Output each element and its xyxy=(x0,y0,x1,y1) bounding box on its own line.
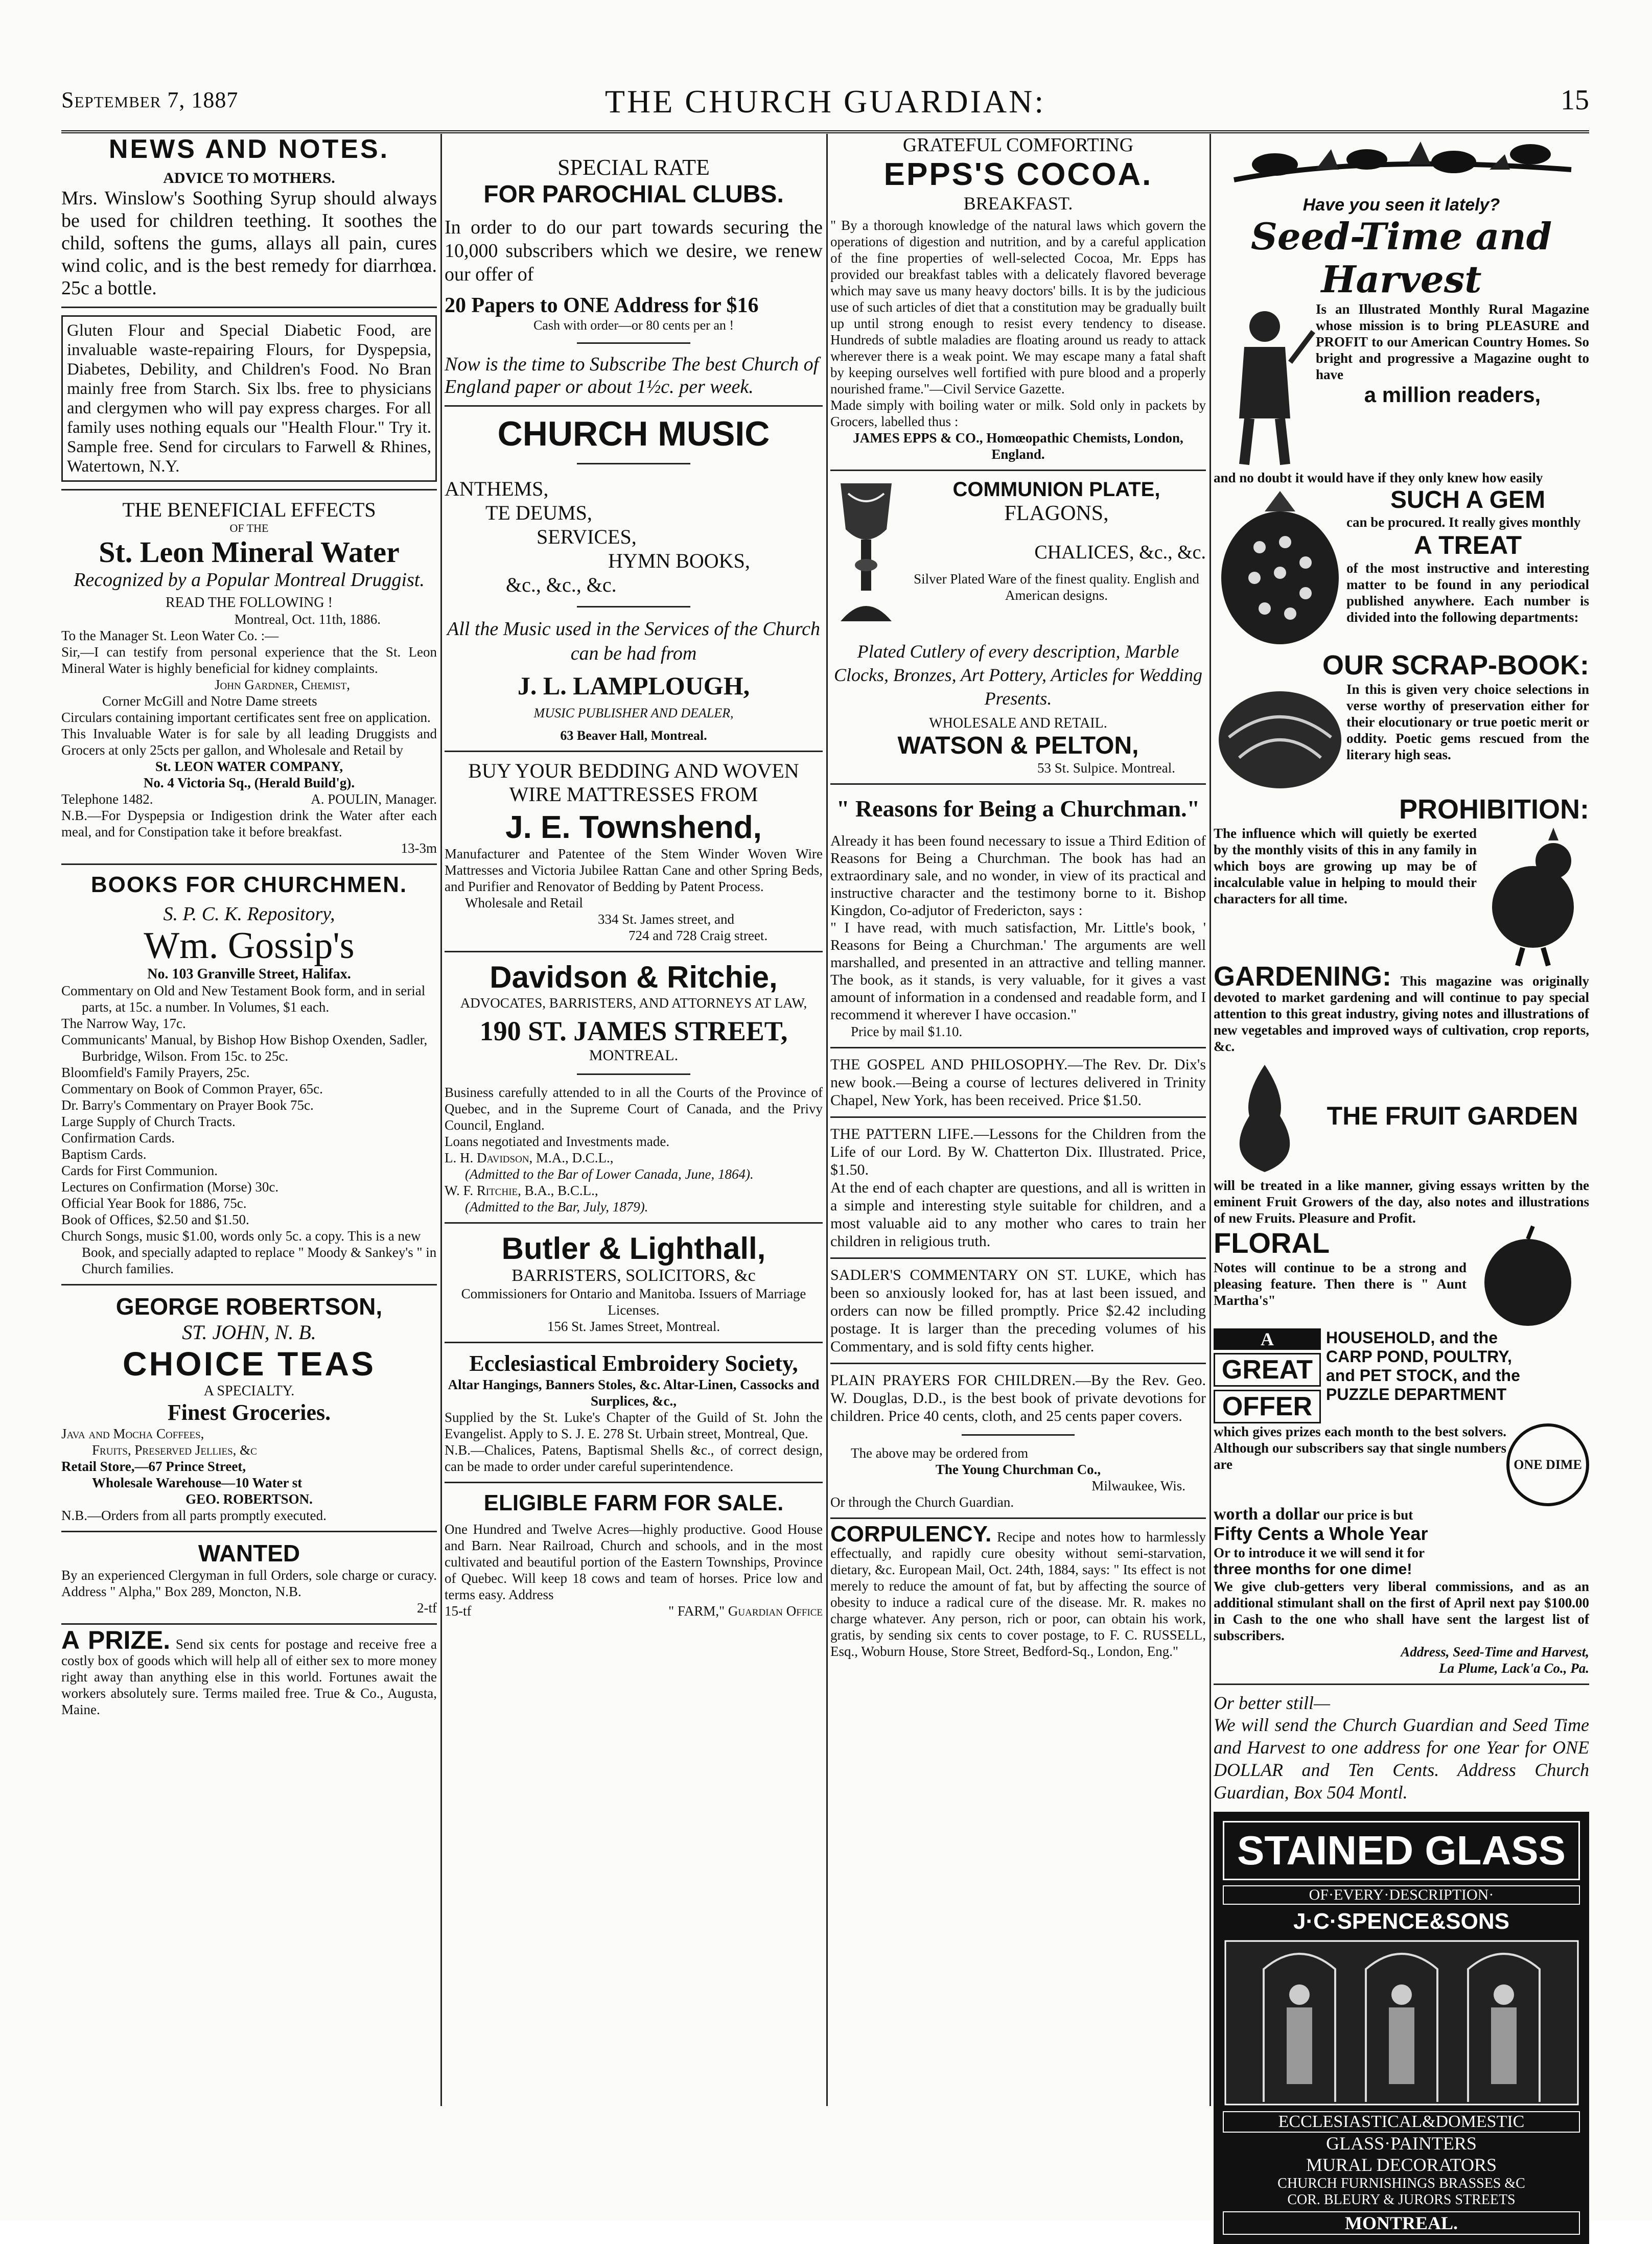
silver-plated: Silver Plated Ware of the finest quality. English and American designs. xyxy=(914,571,1199,603)
advocates-line: ADVOCATES, BARRISTERS, AND ATTORNEYS AT LAW, xyxy=(460,995,807,1011)
of-every-description: OF·EVERY·DESCRIPTION· xyxy=(1223,1885,1580,1905)
farm-text: One Hundred and Twelve Acres—highly productive. Good House and Barn. Near Railroad, Church and schools, and in the most cultivated and beautiful portion of the Eastern Townships, Province of Quebec. Will keep 18 cows and team of horses. Price low and terms easy. Address xyxy=(445,1522,823,1602)
robertson-heading: GEORGE ROBERTSON, xyxy=(115,1293,383,1320)
prohibition-text-block xyxy=(1214,825,1477,968)
household: HOUSEHOLD, and the xyxy=(1326,1328,1498,1347)
milwaukee: Milwaukee, Wis. xyxy=(1091,1478,1185,1493)
retail-store: Retail Store,—67 Prince Street, xyxy=(61,1459,246,1474)
gluten-text: Gluten Flour and Special Diabetic Food, are invaluable waste-repairing Flours, for Dyspepsia, Diabetes, Debility, and Children's Food. No Bran mainly free from Starch. Six lbs. free to physicians and clergymen who will pay express charges. For all family uses nothing equals our "Health Flour." Try it. Sample free. Send for circulars to Farwell & Rhines, Watertown, N.Y. xyxy=(67,321,431,476)
pattern-notice: THE PATTERN LIFE.—Lessons for the Children from the Life of our Lord. By W. Chatterton Dix. Illustrated. Price, $1.50. xyxy=(830,1126,1206,1178)
chalices-note: N.B.—Chalices, Patens, Baptismal Shells &c., of correct design, can be made to order under careful superintendence. xyxy=(445,1442,823,1474)
signature-address: Corner McGill and Notre Dame streets xyxy=(102,693,317,709)
divider xyxy=(61,489,437,490)
business-text: Business carefully attended to in all the Courts of the Province of Quebec, and in the Supreme Court of Canada, and the Privy Council, England. xyxy=(445,1085,823,1133)
st-james-street: 190 ST. JAMES STREET, xyxy=(479,1016,788,1046)
papers-offer: 20 Papers to ONE Address for $16 xyxy=(445,294,759,317)
book-list-item: Bloomfield's Family Prayers, 25c. xyxy=(61,1065,250,1080)
of-the-label: OF THE xyxy=(229,522,269,534)
townshend-address-2: 724 and 728 Craig street. xyxy=(629,928,768,943)
book-list-item: Commentary on Book of Common Prayer, 65c. xyxy=(61,1081,323,1096)
prize-word: A PRIZE. xyxy=(61,1626,171,1654)
special-rate: SPECIAL RATE xyxy=(557,155,710,180)
divider xyxy=(445,1222,823,1224)
divider xyxy=(1214,1684,1589,1685)
seed-time-title: Seed-Time and Harvest xyxy=(1250,215,1552,301)
loans-line: Loans negotiated and Investments made. xyxy=(445,1134,670,1149)
beneficial-heading: THE BENEFICIAL EFFECTS xyxy=(122,498,376,521)
scrap-book-heading: OUR SCRAP-BOOK: xyxy=(1322,650,1589,681)
books-heading: BOOKS FOR CHURCHMEN. xyxy=(90,872,408,897)
subscribe-note: Now is the time to Subscribe The best Church of England paper or about 1½c. per week. xyxy=(445,354,819,398)
townshend-text: Manufacturer and Patentee of the Stem Winder Woven Wire Mattresses and Victoria Jubilee Rattan Cane and other Spring Beds, and Purifier and Renovator of Bedding by Patent Process. xyxy=(445,846,823,894)
gem-block xyxy=(1214,486,1589,649)
scrap-block xyxy=(1214,681,1589,793)
column-3 xyxy=(830,134,1206,2106)
book-list-item: Baptism Cards. xyxy=(61,1147,147,1162)
book-list-item: Lectures on Confirmation (Morse) 30c. xyxy=(61,1179,279,1195)
cash-line: Cash with order—or 80 cents per an ! xyxy=(533,318,734,333)
divider xyxy=(830,1363,1206,1364)
gossip-address: No. 103 Granville Street, Halifax. xyxy=(147,966,351,982)
page-header xyxy=(61,77,1589,133)
scrap-text: In this is given very choice selections in verse worthy of preservation either for their elocutionary or true poetic merit or oddity. Poetic gems rescued from the literary high seas. xyxy=(1346,682,1589,762)
fruits-line: Fruits, Preserved Jellies, &c xyxy=(92,1442,257,1458)
dime-block xyxy=(1214,1423,1589,1506)
epps-company: JAMES EPPS & CO., Homœopathic Chemists, London, England. xyxy=(853,430,1183,462)
made-simply: Made simply with boiling water or milk. Sold only in packets by Grocers, labelled thus : xyxy=(830,398,1206,429)
have-you-seen: Have you seen it lately? xyxy=(1302,195,1500,215)
cor-streets: COR. BLEURY & JURORS STREETS xyxy=(1287,2192,1516,2208)
price-by-mail: Price by mail $1.10. xyxy=(851,1024,963,1039)
worth-line xyxy=(1214,1506,1589,1523)
offer-label: OFFER xyxy=(1214,1390,1321,1423)
fruit-garden-heading: THE FRUIT GARDEN xyxy=(1327,1102,1578,1130)
breakfast-line: BREAKFAST. xyxy=(963,193,1073,214)
geo-robertson: GEO. ROBERTSON. xyxy=(185,1491,313,1507)
book-list-item: Confirmation Cards. xyxy=(61,1130,175,1146)
etc-line: &c., &c., &c. xyxy=(506,573,617,596)
altar-hangings: Altar Hangings, Banners Stoles, &c. Altar-Linen, Cassocks and Surplices, &c., xyxy=(448,1377,820,1409)
prizes-text: which gives prizes each month to the best solvers. Although our subscribers say that single numbers are xyxy=(1214,1424,1506,1472)
manager-name: A. POULIN, Manager. xyxy=(311,791,437,807)
fruit-block xyxy=(1214,1055,1589,1177)
wholesale-retail: Wholesale and Retail xyxy=(465,895,583,910)
mural-decorators: MURAL DECORATORS xyxy=(1306,2155,1497,2175)
supplied-text: Supplied by the St. Luke's Chapter of the Guild of St. John the Evangelist. Apply to S. J. E. 278 St. Urbain street, Montreal, Que. xyxy=(445,1410,823,1441)
beaver-hall: 63 Beaver Hall, Montreal. xyxy=(560,728,707,743)
plated-cutlery: Plated Cutlery of every description, Marble Clocks, Bronzes, Art Pottery, Articles for Wedding Presents. xyxy=(834,641,1202,709)
anthems: ANTHEMS, xyxy=(445,477,549,500)
corpulency-ad xyxy=(830,1522,1206,1659)
floral-block xyxy=(1214,1226,1589,1328)
our-price: our price is but xyxy=(1323,1507,1413,1523)
can-be-procured: can be procured. It really gives monthly xyxy=(1346,515,1581,530)
rooster-icon xyxy=(1477,825,1589,968)
communion-text xyxy=(907,478,1206,632)
no-doubt: and no doubt it would have if they only knew how easily xyxy=(1214,470,1543,485)
chalice-icon xyxy=(830,478,902,632)
grateful-line: GRATEFUL COMFORTING xyxy=(902,134,1134,156)
prize-text: Send six cents for postage and receive free a costly box of goods which will help all of either sex to more money right away than anything else in this world. Fortunes await the workers absolutely sure. Terms mailed free. True & Co., Augusta, Maine. xyxy=(61,1637,437,1717)
communion-ad xyxy=(830,478,1206,632)
pear-icon xyxy=(1214,1055,1316,1177)
great-label: GREAT xyxy=(1214,1353,1321,1387)
chalices: CHALICES, &c., &c. xyxy=(1034,542,1206,563)
worth-dollar: worth a dollar xyxy=(1214,1505,1320,1524)
wholesale-retail-line: WHOLESALE AND RETAIL. xyxy=(929,715,1107,731)
offer-text-block xyxy=(1321,1328,1589,1423)
prohibition-block xyxy=(1214,825,1589,968)
wholesale-warehouse: Wholesale Warehouse—10 Water st xyxy=(92,1475,303,1490)
fruit-text: will be treated in a like manner, giving essays written by the eminent Fruit Growers of the day, also notes and illustrations of new Fruits. Pleasure and Profit. xyxy=(1214,1178,1589,1226)
wanted-text: By an experienced Clergyman in full Orders, sole charge or curacy. Address " Alpha," Box 289, Moncton, N.B. xyxy=(61,1568,437,1599)
address-seed: Address, Seed-Time and Harvest, xyxy=(1401,1644,1589,1659)
services: SERVICES, xyxy=(537,525,637,548)
combined-offer: We will send the Church Guardian and Seed Time and Harvest to one address for one Year for ONE DOLLAR and Ten Cents. Address Church Guardian, Box 504 Montl. xyxy=(1214,1715,1589,1803)
advice-text: Mrs. Winslow's Soothing Syrup should always be used for children teething. It soothes the child, softens the gums, allays all pain, cures wind colic, and is the best remedy for diarrhœa. 25c a bottle. xyxy=(61,188,437,299)
birds-branch-icon xyxy=(1214,134,1589,195)
flagons: FLAGONS, xyxy=(1004,502,1109,525)
la-plume: La Plume, Lack'a Co., Pa. xyxy=(1439,1661,1589,1676)
we-give: We give club-getters very liberal commissions, and as an additional stimulant shall on the first of April next pay $100.00 in Cash to the one who shall have sent the largest list of subscribers. xyxy=(1214,1579,1589,1643)
column-rule xyxy=(1209,134,1211,2106)
butler-address: 156 St. James Street, Montreal. xyxy=(547,1319,720,1334)
dateline: Montreal, Oct. 11th, 1886. xyxy=(234,612,381,627)
ritchie-name: W. F. Ritchie, B.A., B.C.L., xyxy=(445,1183,598,1198)
divider xyxy=(445,1342,823,1343)
sadler-notice: SADLER'S COMMENTARY ON ST. LUKE, which has been so anxiously looked for, has at last been issued, and orders can now be filled promptly. Price $2.42 including postage. It is larger than the preceding volumes of his Commentary, and is sold fifty cents higher. xyxy=(830,1267,1206,1355)
divider xyxy=(445,405,823,407)
divider xyxy=(445,951,823,952)
advice-heading: ADVICE TO MOTHERS. xyxy=(163,170,335,186)
divider xyxy=(962,1434,1075,1436)
a-treat: A TREAT xyxy=(1413,531,1522,559)
invaluable-water: This Invaluable Water is for sale by all leading Druggists and Grocers at only 25cts per gallon, and Wholesale and Retail by xyxy=(61,726,437,758)
spck-line: S. P. C. K. Repository, xyxy=(163,903,335,925)
gem-text-block xyxy=(1346,486,1589,649)
carp-pond: CARP POND, POULTRY, xyxy=(1326,1347,1512,1366)
column-rule xyxy=(440,134,442,2106)
news-notes-heading: NEWS AND NOTES. xyxy=(108,134,390,164)
three-months: three months for one dime! xyxy=(1214,1561,1412,1578)
farmer-icon xyxy=(1214,301,1316,470)
communion-plate: COMMUNION PLATE, xyxy=(952,478,1160,501)
floral-heading: FLORAL xyxy=(1214,1227,1330,1259)
or-through: Or through the Church Guardian. xyxy=(830,1494,1014,1510)
raspberry-icon xyxy=(1214,486,1346,649)
prohibition-text: The influence which will quietly be exerted by the monthly visits of this in any family in which boys are growing up may be of incalculable value in helping to mould their characters for all time. xyxy=(1214,826,1477,906)
embroidery-heading: Ecclesiastical Embroidery Society, xyxy=(469,1351,798,1376)
choice-teas: CHOICE TEAS xyxy=(122,1345,376,1383)
fifty-cents: Fifty Cents a Whole Year xyxy=(1214,1523,1428,1544)
divider xyxy=(61,1531,437,1532)
book-list-item: Large Supply of Church Tracts. xyxy=(61,1114,236,1129)
one-dime-coin xyxy=(1506,1423,1589,1506)
book-list-item: Cards for First Communion. xyxy=(61,1163,218,1178)
young-churchman: The Young Churchman Co., xyxy=(935,1462,1101,1477)
reasons-heading: " Reasons for Being a Churchman." xyxy=(836,796,1200,822)
stained-glass-ad xyxy=(1214,1812,1589,2244)
company-name: St. LEON WATER COMPANY, xyxy=(155,759,343,774)
to-manager: To the Manager St. Leon Water Co. :— xyxy=(61,628,279,643)
stained-glass-title: STAINED GLASS xyxy=(1223,1821,1580,1880)
nb-note: N.B.—For Dyspepsia or Indigestion drink the Water after each meal, and for Constipation take it before breakfast. xyxy=(61,808,437,839)
company-address: No. 4 Victoria Sq., (Herald Build'g). xyxy=(143,775,355,790)
book-list-item: The Narrow Way, 17c. xyxy=(61,1016,186,1031)
farm-footer xyxy=(445,1603,823,1619)
divider xyxy=(830,1047,1206,1048)
column-rule xyxy=(826,134,828,2106)
divider xyxy=(61,863,437,865)
java-line: Java and Mocha Coffees, xyxy=(61,1426,204,1441)
column-4 xyxy=(1214,134,1590,2233)
or-better: Or better still— xyxy=(1214,1693,1331,1713)
gardening-line xyxy=(1214,961,1590,1055)
epps-text: " By a thorough knowledge of the natural laws which govern the operations of digestion and nutrition, and by a careful application of the fine properties of well-selected Cocoa, Mr. Epps has provided our breakfast tables with a delicately flavored beverage which may save us many heavy doctors' bills. It is by the judicious use of such articles of diet that a constitution may be gradually built up until strong enough to resist every tendency to disease. Hundreds of subtle maladies are floating around us ready to attack wherever there is a weak point. We may escape many a fatal shaft by keeping ourselves well fortified with pure blood and a properly nourished frame."—Civil Service Gazette. xyxy=(830,218,1206,396)
book-list-item: Dr. Barry's Commentary on Prayer Book 75c. xyxy=(61,1097,314,1113)
book-list-item: Book of Offices, $2.50 and $1.50. xyxy=(61,1212,249,1227)
church-furnishings: CHURCH FURNISHINGS BRASSES &C xyxy=(1277,2176,1525,2191)
divider xyxy=(577,342,690,344)
great-offer-block xyxy=(1214,1328,1589,1423)
telephone: Telephone 1482. xyxy=(61,791,153,807)
te-deums: TE DEUMS, xyxy=(485,501,592,524)
cabbage-icon xyxy=(1214,681,1346,793)
reasons-text: Already it has been found necessary to issue a Third Edition of Reasons for Being a Churchman. The book has had an extraordinary sale, and no wonder, in view of its practical and instructive character and the testimony borne to it. Bishop Kingdon, Co-adjutor of Fredericton, says : xyxy=(830,833,1206,919)
floral-text: Notes will continue to be a strong and pleasing feature. Then there is " Aunt Martha's" xyxy=(1214,1260,1467,1308)
above-line: The above may be ordered from xyxy=(851,1445,1029,1461)
wanted-heading: WANTED xyxy=(198,1540,300,1567)
divider xyxy=(577,606,690,607)
issue-date: September 7, 1887 xyxy=(61,87,239,112)
or-to-introduce: Or to introduce it we will send it for xyxy=(1214,1545,1425,1560)
divider xyxy=(830,783,1206,785)
divider xyxy=(830,1116,1206,1118)
all-music: All the Music used in the Services of the Church can be had from xyxy=(447,618,820,664)
specialty: A SPECIALTY. xyxy=(203,1383,295,1399)
farm-address: " FARM," Guardian Office xyxy=(668,1603,823,1619)
intro-text: Is an Illustrated Monthly Rural Magazine whose mission is to bring PLEASURE and PROFIT to our American Country Homes. So bright and progressive a Magazine ought to have xyxy=(1316,301,1589,382)
testimonial: Sir,—I can testify from personal experience that the St. Leon Mineral Water is highly beneficial for kidney complaints. xyxy=(61,644,437,676)
gossip-name: Wm. Gossip's xyxy=(144,925,355,967)
pet-stock: and PET STOCK, and the xyxy=(1326,1366,1520,1385)
davidson-heading: Davidson & Ritchie, xyxy=(490,960,778,994)
corpulency-text: Recipe and notes how to harmlessly effectually, and rapidly cure obesity without semi-starvation, dietary, &c. European Mail, Oct. 24th, 1884, says: " Its effect is not merely to reduce the amount of fat, but by affecting the source of obesity to induce a radical cure of the disease. Mr. R. makes no charge whatever. Any person, rich or poor, can obtain his work, gratis, by sending six cents to cover postage, to F. C. RUSSELL, Esq., Woburn House, Store Street, Bedford-Sq., London, Eng." xyxy=(830,1529,1206,1659)
bishop-quote: " I have read, with much satisfaction, Mr. Little's book, ' Reasons for Being a Churchman.' The arguments are well marshalled, and presented in an attractive and telling manner. The book, as it stands, is very valuable, for it gives a vast amount of information in a condensed and readable form, and I recommend it wherever I have occasion." xyxy=(830,920,1206,1023)
buy-bedding: BUY YOUR BEDDING AND WOVEN WIRE MATTRESSES FROM xyxy=(468,759,799,806)
finest-groceries: Finest Groceries. xyxy=(167,1400,331,1425)
barristers-line: BARRISTERS, SOLICITORS, &c xyxy=(511,1266,756,1285)
circulars-note: Circulars containing important certificates sent free on application. xyxy=(61,710,431,725)
farm-heading: ELIGIBLE FARM FOR SALE. xyxy=(483,1490,784,1515)
book-list-item: Communicants' Manual, by Bishop How Bishop Oxenden, Sadler, Burbridge, Wilson. From 15c. to 25c. xyxy=(61,1032,428,1064)
gardening-text: This magazine was originally devoted to market gardening and will continue to pay special attention to this great industry, giving notes and illustrations of new vegetables and improved ways of cultivation, crop reports, &c. xyxy=(1214,973,1590,1054)
orders-note: N.B.—Orders from all parts promptly executed. xyxy=(61,1508,327,1523)
townshend-heading: J. E. Townshend, xyxy=(505,810,762,845)
book-list-item: Commentary on Old and New Testament Book form, and in serial parts, at 15c. a number. In Volumes, $1 each. xyxy=(61,983,426,1015)
prohibition-heading: PROHIBITION: xyxy=(1399,794,1589,825)
divider xyxy=(445,1482,823,1483)
page-number: 15 xyxy=(1561,84,1589,116)
montreal-banner: MONTREAL. xyxy=(1223,2211,1580,2235)
publisher: MUSIC PUBLISHER AND DEALER, xyxy=(533,706,734,720)
read-following: READ THE FOLLOWING ! xyxy=(166,595,333,611)
floral-text-block xyxy=(1214,1226,1467,1328)
star-banner xyxy=(1214,1328,1321,1350)
divider xyxy=(830,470,1206,471)
gospel-notice: THE GOSPEL AND PHILOSOPHY.—The Rev. Dr. Dix's new book.—Being a course of lectures delivered in Trinity Chapel, New York, has been received. Price $1.50. xyxy=(830,1056,1206,1109)
gluten-flour-ad xyxy=(61,315,437,482)
butler-heading: Butler & Lighthall, xyxy=(501,1231,766,1266)
spence-sons: J·C·SPENCE&SONS xyxy=(1293,1909,1509,1934)
wanted-code: 2-tf xyxy=(417,1600,437,1616)
divider xyxy=(830,1517,1206,1519)
montreal-line: MONTREAL. xyxy=(589,1047,679,1064)
townshend-address-1: 334 St. James street, and xyxy=(598,911,734,927)
divider xyxy=(577,463,690,464)
parochial-clubs: FOR PAROCHIAL CLUBS. xyxy=(483,181,784,208)
divider xyxy=(830,1257,1206,1259)
masthead-title: THE CHURCH GUARDIAN: xyxy=(604,83,1046,120)
hymn-books: HYMN BOOKS, xyxy=(608,549,750,572)
divider xyxy=(61,307,437,308)
davidson-admitted: (Admitted to the Bar of Lower Canada, June, 1864). xyxy=(465,1166,754,1182)
telephone-row xyxy=(61,791,437,807)
ritchie-admitted: (Admitted to the Bar, July, 1879). xyxy=(465,1199,648,1214)
gardening-heading: GARDENING: xyxy=(1214,961,1391,992)
star-a: A xyxy=(1261,1329,1274,1349)
book-list-item: Official Year Book for 1886, 75c. xyxy=(61,1196,247,1211)
watson-address: 53 St. Sulpice. Montreal. xyxy=(1037,760,1175,776)
order-text: In order to do our part towards securing the 10,000 subscribers which we desire, we renew our offer of xyxy=(445,217,823,285)
watson-pelton: WATSON & PELTON, xyxy=(897,732,1139,759)
epps-heading: EPPS'S COCOA. xyxy=(883,157,1153,192)
recognized-line: Recognized by a Popular Montreal Druggist. xyxy=(74,569,425,591)
stained-glass-figures-icon xyxy=(1223,1938,1580,2107)
apple-icon xyxy=(1467,1226,1589,1328)
divider xyxy=(577,1073,690,1075)
davidson-name: L. H. Davidson, M.A., D.C.L., xyxy=(445,1150,614,1165)
such-a-gem: SUCH A GEM xyxy=(1390,486,1546,513)
column-1 xyxy=(61,134,437,2106)
signature-name: John Gardner, Chemist, xyxy=(215,677,351,692)
st-john-line: ST. JOHN, N. B. xyxy=(182,1321,316,1344)
column-2 xyxy=(445,134,823,2106)
plain-prayers-notice: PLAIN PRAYERS FOR CHILDREN.—By the Rev. Geo. W. Douglas, D.D., is the best book of private devotions for children. Price 40 cents, cloth, and 25 cents paper covers. xyxy=(830,1372,1206,1424)
farm-code: 15-tf xyxy=(445,1603,472,1619)
divider xyxy=(445,751,823,752)
puzzle-dept: PUZZLE DEPARTMENT xyxy=(1326,1385,1507,1404)
nb-code: 13-3m xyxy=(401,840,437,856)
pattern-text: At the end of each chapter are questions, and all is written in a simple and interesting style suitable for children, and a most valuable aid to any mother who cares to train her children in religious truth. xyxy=(830,1179,1206,1250)
corpulency-heading: CORPULENCY. xyxy=(830,1522,992,1547)
intro-block xyxy=(1214,301,1589,470)
ecclesiastical-domestic: ECCLESIASTICAL&DOMESTIC xyxy=(1223,2111,1580,2133)
church-music-heading: CHURCH MUSIC xyxy=(497,414,770,453)
divider xyxy=(61,1623,437,1625)
great-offer-badge xyxy=(1214,1328,1321,1423)
million-readers: a million readers, xyxy=(1364,383,1541,407)
book-list xyxy=(61,983,437,1277)
divider xyxy=(61,1284,437,1285)
lamplough: J. L. LAMPLOUGH, xyxy=(517,671,750,700)
st-leon-heading: St. Leon Mineral Water xyxy=(99,535,400,569)
glass-painters: GLASS·PAINTERS xyxy=(1326,2133,1477,2154)
chalice-illustration xyxy=(830,478,907,632)
one-dime-label: ONE DIME xyxy=(1514,1457,1582,1472)
intro-text-block xyxy=(1316,301,1589,470)
book-list-item: Church Songs, music $1.00, words only 5c. a copy. This is a new Book, and specially adapted to replace " Moody & Sankey's " in Church families. xyxy=(61,1228,437,1276)
prize-ad xyxy=(61,1626,437,1718)
treat-text: of the most instructive and interesting matter to be found in any periodical published anywhere. Each number is divided into the following departments: xyxy=(1346,560,1589,625)
commissioners-line: Commissioners for Ontario and Manitoba. Issuers of Marriage Licenses. xyxy=(461,1286,806,1318)
